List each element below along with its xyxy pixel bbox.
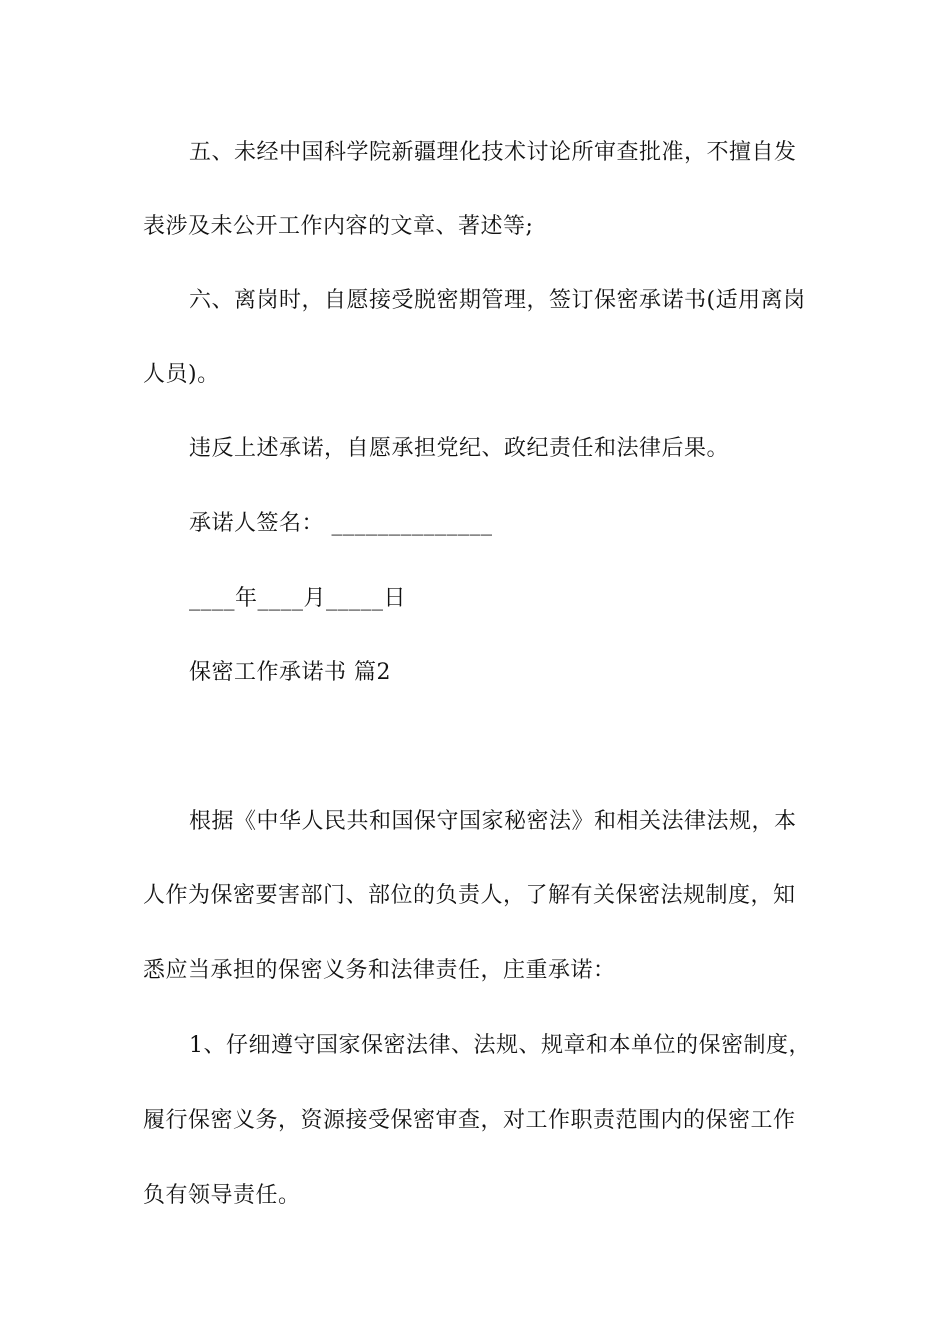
section-heading: 保密工作承诺书 篇2	[189, 660, 391, 685]
item-1-line-1: 1、仔细遵守国家保密法律、法规、规章和本单位的保密制度，	[189, 1033, 811, 1058]
paragraph-6-line-2: 人员)。	[143, 362, 220, 387]
intro-line-3: 悉应当承担的保密义务和法律责任，庄重承诺：	[143, 958, 616, 983]
date-line: ____年____月_____日	[189, 586, 407, 611]
intro-line-1: 根据《中华人民共和国保守国家秘密法》和相关法律法规，本	[189, 809, 797, 834]
paragraph-6-line-1: 六、离岗时，自愿接受脱密期管理，签订保密承诺书(适用离岗	[189, 288, 806, 313]
item-1-line-2: 履行保密义务，资源接受保密审查，对工作职责范围内的保密工作	[143, 1108, 796, 1133]
violation-statement: 违反上述承诺，自愿承担党纪、政纪责任和法律后果。	[189, 436, 730, 461]
item-1-line-3: 负有领导责任。	[143, 1183, 301, 1208]
intro-line-2: 人作为保密要害部门、部位的负责人，了解有关保密法规制度，知	[143, 883, 796, 908]
paragraph-5-line-2: 表涉及未公开工作内容的文章、著述等;	[143, 214, 534, 239]
paragraph-5-line-1: 五、未经中国科学院新疆理化技术讨论所审查批准，不擅自发	[189, 140, 797, 165]
signature-line: 承诺人签名： ______________	[189, 511, 493, 536]
